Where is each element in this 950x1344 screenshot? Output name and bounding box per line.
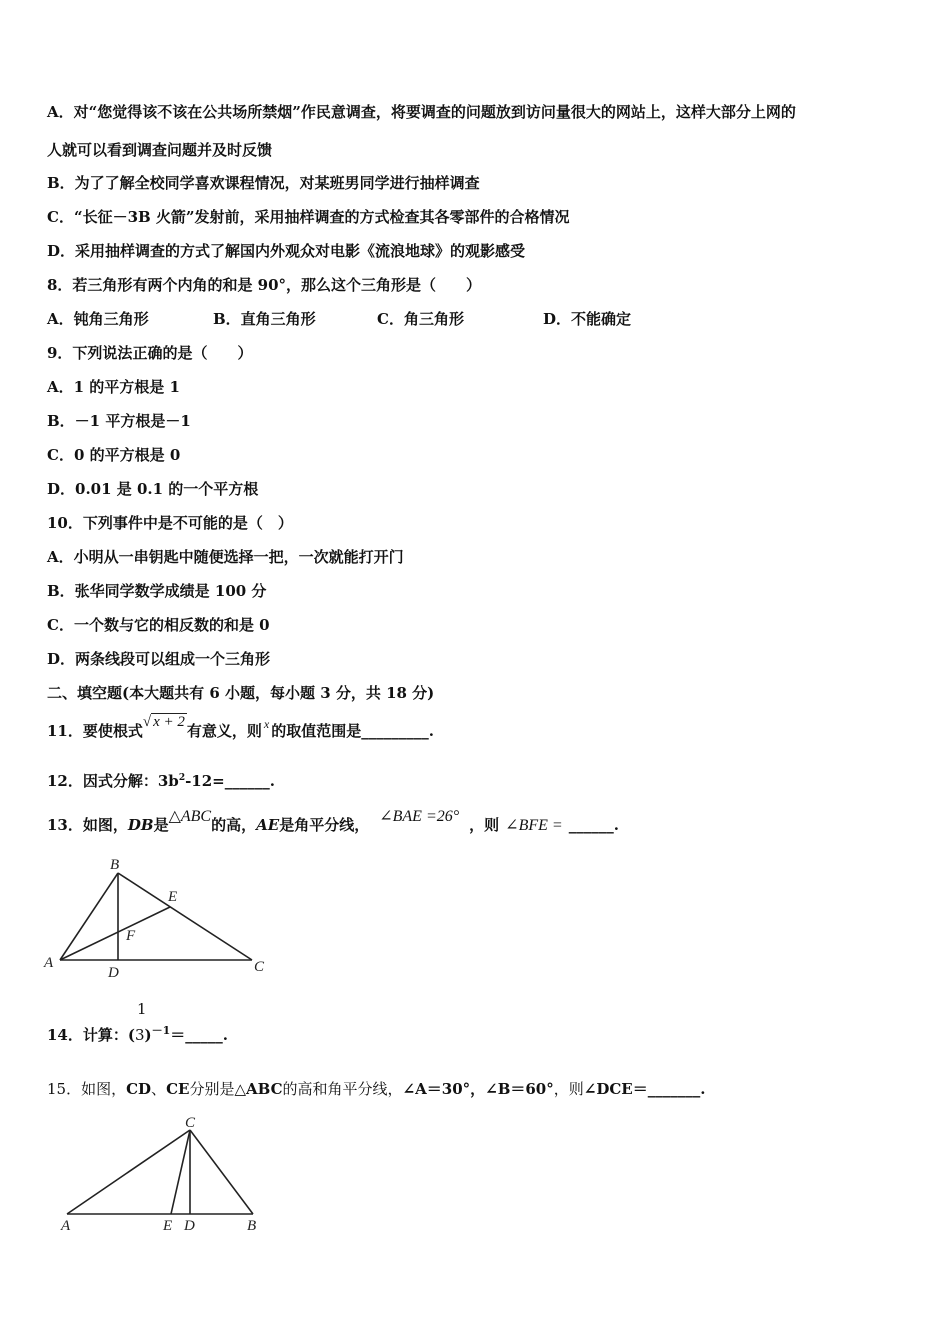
fig15-label-d: D [184, 1218, 195, 1234]
fig13-bisector-ae [60, 907, 170, 960]
q13-text-3: 的高， [211, 816, 257, 834]
fig15-label-a: A [61, 1218, 71, 1234]
q14-fraction [134, 1000, 147, 1045]
q11-suffix: 的取值范围是_________. [271, 722, 434, 740]
section-heading-fill-in: 二、填空题(本大题共有 6 小题，每小题 3 分，共 18 分) [47, 684, 435, 702]
q8-option-d: D．不能确定 [543, 310, 632, 328]
figure-13 [40, 855, 280, 985]
q11 [47, 714, 434, 742]
q13-text-1: 13．如图， [47, 816, 128, 834]
q13-triangle: △ABC [168, 808, 212, 825]
q9-option-a: A．1 的平方根是 1 [47, 378, 180, 396]
q15-text-1: 15．如图， [47, 1080, 127, 1098]
fig13-label-d: D [108, 965, 119, 981]
q9-option-c: C．0 的平方根是 0 [47, 446, 181, 464]
q10-option-b: B．张华同学数学成绩是 100 分 [47, 582, 267, 600]
q14-prefix: 14．计算：( [47, 1026, 135, 1044]
q13-angle-bae: ∠BAE =26° [379, 808, 460, 825]
q15-text-3: 分别是 [189, 1080, 235, 1098]
q10-option-c: C．一个数与它的相反数的和是 0 [47, 616, 270, 634]
q15-text-2: 、 [151, 1080, 167, 1098]
fig13-side-ab [60, 873, 118, 960]
q15-triangle: △ABC [234, 1080, 283, 1098]
q7-option-a-line1: A．对“您觉得该不该在公共场所禁烟”作民意调查，将要调查的问题放到访问量很大的网站上，这样大部分上网的 [47, 103, 796, 121]
q7-option-a-line2: 人就可以看到调查问题并及时反馈 [47, 141, 273, 159]
q13-ae: AE [256, 816, 280, 834]
q7-option-c: C．“长征－3B 火箭”发射前，采用抽样调查的方式检查其各零部件的合格情况 [47, 208, 570, 226]
fig13-label-e: E [168, 889, 178, 905]
fig15-label-b: B [247, 1218, 257, 1234]
q13-text-4: 是角平分线， [279, 816, 370, 834]
q14-close-paren: ) [144, 1026, 152, 1044]
q12-prefix: 12．因式分解：3b [47, 772, 179, 790]
q14-equals: ＝_____. [170, 1026, 229, 1044]
q14-numerator: 1 [136, 1000, 147, 1018]
q13-angle-bfe: ∠BFE = [505, 817, 563, 834]
q15-cd: CD [126, 1080, 152, 1098]
fig13-label-f: F [126, 928, 136, 944]
q15-text-4: 的高和角平分线， [282, 1080, 403, 1098]
fig13-label-b: B [110, 857, 120, 873]
q14 [47, 1000, 229, 1045]
fig15-side-bc [190, 1130, 253, 1214]
fig15-label-e: E [163, 1218, 173, 1234]
q13-text-5: ，则 [469, 816, 500, 834]
q10-stem: 10．下列事件中是不可能的是（ ） [47, 514, 293, 532]
q7-option-b: B．为了了解全校同学喜欢课程情况，对某班男同学进行抽样调查 [47, 174, 480, 192]
q15-answer-blank: ∠DCE＝_______. [583, 1080, 706, 1098]
q15-ce: CE [166, 1080, 190, 1098]
q15-angles: ∠A＝30°，∠B＝60° [402, 1080, 554, 1098]
q8-option-b: B．直角三角形 [213, 310, 316, 328]
q15-text-5: ，则 [553, 1080, 584, 1098]
q10-option-d: D．两条线段可以组成一个三角形 [47, 650, 271, 668]
fig15-label-c: C [185, 1115, 196, 1131]
fig13-side-bc [118, 873, 252, 960]
q13-db: DB [127, 816, 154, 834]
q12-suffix: -12=______. [185, 772, 275, 790]
q12-exponent: 2 [178, 773, 186, 783]
q7-option-d: D．采用抽样调查的方式了解国内外观众对电影《流浪地球》的观影感受 [47, 242, 526, 260]
q9-option-b: B．－1 平方根是－1 [47, 412, 191, 430]
figure-15 [55, 1112, 285, 1237]
q14-exponent: －1 [151, 1024, 171, 1037]
q13-blank: ______. [568, 816, 619, 834]
q13-text-2: 是 [153, 816, 169, 834]
q8-option-c: C．角三角形 [377, 310, 464, 328]
q8-option-a: A．钝角三角形 [47, 310, 149, 328]
q15 [47, 1079, 705, 1099]
fig15-bisector-ce [171, 1130, 190, 1214]
q11-var: x [263, 717, 270, 731]
q13 [47, 808, 619, 836]
q8-stem: 8．若三角形有两个内角的和是 90°，那么这个三角形是（ ） [47, 276, 482, 294]
q12 [47, 768, 275, 791]
q11-radical: √ x + 2 [142, 714, 185, 730]
q11-middle: 有意义，则 [186, 722, 262, 740]
fig13-label-c: C [254, 959, 265, 975]
q9-option-d: D．0.01 是 0.1 的一个平方根 [47, 480, 259, 498]
q14-denominator: 3 [134, 1026, 145, 1044]
q9-stem: 9．下列说法正确的是（ ） [47, 344, 253, 362]
q10-option-a: A．小明从一串钥匙中随便选择一把，一次就能打开门 [47, 548, 404, 566]
fig15-side-ac [67, 1130, 190, 1214]
fig13-label-a: A [44, 955, 54, 971]
q11-radicand: x + 2 [153, 714, 185, 730]
q11-prefix: 11．要使根式 [47, 722, 143, 740]
